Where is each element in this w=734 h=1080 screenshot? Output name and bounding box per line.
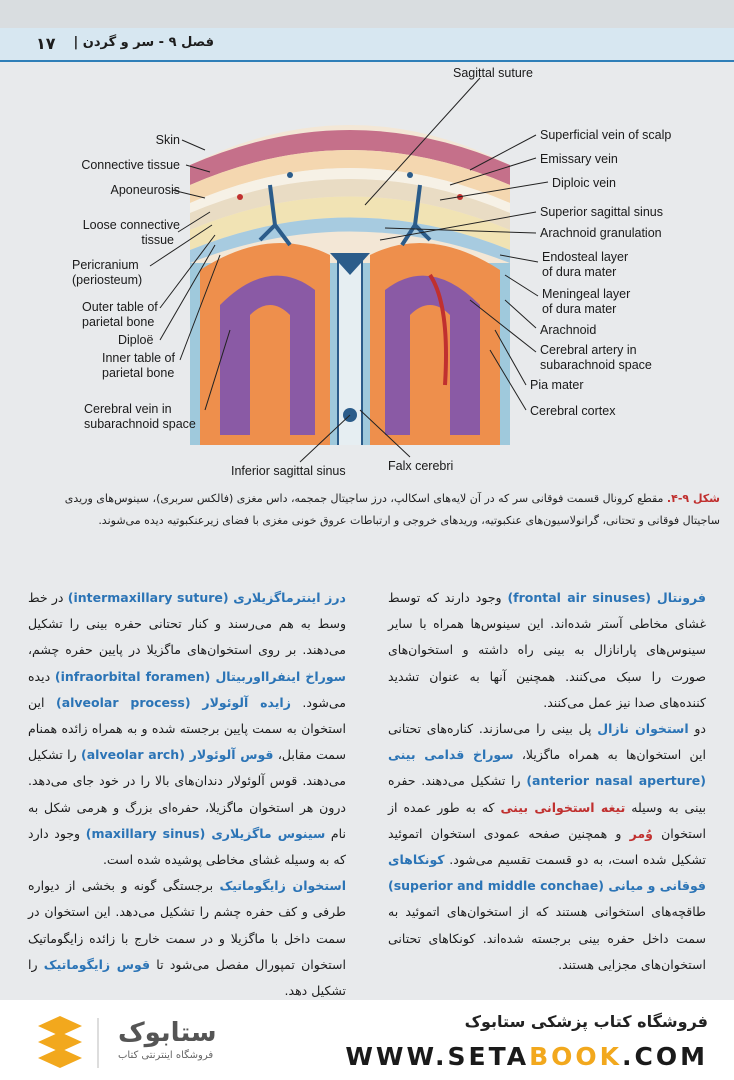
label-superior-sagittal-sinus: Superior sagittal sinus bbox=[540, 205, 663, 219]
label-falx-cerebri: Falx cerebri bbox=[388, 459, 454, 473]
logo-subtitle: فروشگاه اینترنتی کتاب bbox=[118, 1050, 214, 1061]
url-part-a: WWW.SETA bbox=[345, 1042, 530, 1071]
paragraph-2-j: و همچنین صفحه عمودی استخوان اتموئید تشکیل شده است، به دو قسمت تقسیم می‌شود. bbox=[388, 825, 706, 868]
url-part-b: BOOK bbox=[529, 1042, 623, 1071]
label-aponeurosis: Aponeurosis bbox=[110, 183, 180, 197]
label-periosteum: (periosteum) bbox=[72, 273, 143, 287]
term-nasal-bone: استخوان نازال bbox=[597, 721, 689, 737]
label-endosteal: Endosteal layer bbox=[542, 250, 629, 264]
para-b4: را تشکیل دهد. bbox=[28, 956, 346, 999]
label-loose-connective-2: tissue bbox=[141, 233, 174, 247]
label-emissary-vein: Emissary vein bbox=[540, 152, 618, 166]
term-anterior-nasal-aperture: سوراخ قدامی بینی bbox=[388, 747, 514, 763]
term-nasal-septum: تیغه استخوانی بینی bbox=[500, 799, 626, 815]
term-vomer: وُمر bbox=[629, 825, 653, 841]
term-alveolar-arch-en: (alveolar arch) bbox=[81, 747, 190, 763]
label-meningeal-2: of dura mater bbox=[542, 302, 617, 316]
text-column-left bbox=[28, 585, 346, 1000]
term-alveolar-process-en: (alveolar process) bbox=[55, 694, 203, 710]
label-diploe: Diploë bbox=[118, 333, 154, 347]
text-column-right bbox=[388, 585, 706, 978]
caption-text: مقطع کرونال قسمت فوقانی سر که در آن لایه‌های اسکالپ، درز ساجیتال جمجمه، داس مغزی (فالکس سربری)، سینوس‌های وریدی ساجیتال فوقانی و تحتانی، گرانولاسیون‌های عنکبوتیه، وریدهای خروجی و ارتباطات عروق خونی مغزی با فضای زیرعنکبوتیه دیده می‌شوند. bbox=[64, 492, 720, 527]
label-meningeal: Meningeal layer bbox=[542, 287, 631, 301]
paragraph-1: وجود دارند که توسط غشای مخاطی آستر شده‌اند. این سینوس‌ها همراه با سایر سینوس‌های پارانازال به بینی راه داشته و استخوان‌های صورت را سبک می‌کنند. همچنین آنها به عنوان تشدید کننده‌های صدا نیز عمل می‌کنند. bbox=[388, 590, 706, 710]
caption-tag: شکل ۹-۴. bbox=[666, 492, 720, 505]
leader-lines bbox=[0, 0, 734, 500]
term-intermaxillary: درز اینترماگزیلاری bbox=[233, 590, 346, 605]
label-arachnoid-granulation: Arachnoid granulation bbox=[540, 226, 662, 240]
label-inner-table-2: parietal bone bbox=[102, 366, 175, 380]
label-endosteal-2: of dura mater bbox=[542, 265, 617, 279]
paragraph-2-m: طاقچه‌های استخوانی هستند که از استخوان‌های اتموئید به سمت داخل حفره بینی برجسته شده‌اند. کونکاهای تحتانی استخوان‌های مجزایی هستند. bbox=[388, 904, 706, 972]
label-superficial-vein: Superficial vein of scalp bbox=[540, 128, 672, 142]
para-a12: را تشکیل می‌دهند. قوس آلوئولار دندان‌های بالا را در خود جای می‌دهد. درون هر استخوان ماگزیلا، حفره‌ای بزرگ و هرمی شکل به نام bbox=[28, 747, 346, 841]
store-logo[interactable] bbox=[30, 1012, 300, 1072]
term-maxillary-sinus: سینوس ماگزیلاری bbox=[211, 825, 326, 841]
term-frontal-en: (frontal air sinuses) bbox=[507, 590, 652, 605]
para-a6: دیده می‌شود. bbox=[28, 668, 346, 710]
para-a9: این استخوان به سمت پایین برجسته شده و به همراه زائده همنام سمت مقابل، bbox=[28, 694, 346, 763]
label-sagittal-suture: Sagittal suture bbox=[453, 66, 533, 80]
term-frontal: فرونتال bbox=[656, 590, 706, 605]
paragraph-2-c: پل بینی را می‌سازند. کناره‌های تحتانی این استخوان‌ها به همراه ماگزیلا، bbox=[388, 721, 707, 763]
term-intermaxillary-en: (intermaxillary suture) bbox=[67, 590, 234, 605]
term-infraorbital: سوراخ اینفرااوربیتال bbox=[215, 668, 346, 684]
label-inner-table: Inner table of bbox=[102, 351, 175, 365]
term-alveolar-process: زایده آلوئولار bbox=[202, 694, 291, 710]
label-arachnoid: Arachnoid bbox=[540, 323, 597, 337]
label-pericranium: Pericranium bbox=[72, 258, 139, 272]
label-skin: Skin bbox=[155, 133, 180, 147]
chapter-title: فصل ۹ - سر و گردن | bbox=[73, 35, 214, 50]
url-part-c: .COM bbox=[622, 1042, 708, 1071]
label-outer-table-2: parietal bone bbox=[82, 315, 155, 329]
paragraph-2-h: که به طور عمده از استخوان bbox=[388, 799, 707, 841]
store-footer bbox=[0, 1000, 734, 1080]
logo-chevron-icon bbox=[30, 1012, 110, 1072]
label-cerebral-vein: Cerebral vein in bbox=[84, 402, 172, 416]
term-zygomatic: استخوان زایگوماتیک bbox=[219, 878, 346, 894]
paragraph-2-a: دو bbox=[688, 721, 706, 737]
store-url[interactable] bbox=[345, 1042, 708, 1071]
store-title: فروشگاه کتاب پزشکی ستابوک bbox=[464, 1012, 708, 1031]
label-outer-table: Outer table of bbox=[82, 300, 158, 314]
label-cerebral-cortex: Cerebral cortex bbox=[530, 404, 616, 418]
label-loose-connective: Loose connective bbox=[82, 218, 180, 232]
label-cerebral-artery: Cerebral artery in bbox=[540, 343, 637, 357]
term-zygomatic-arch: قوس زایگوماتیک bbox=[43, 956, 151, 972]
para-b2: برجستگی گونه و بخشی از دیواره طرفی و کف حفره چشم را تشکیل می‌دهد. این استخوان در سمت داخل با ماگزیلا و در سمت خارج با زائده زایگوماتیک استخوان تمپورال مفصل می‌شود تا bbox=[28, 878, 347, 972]
label-pia-mater: Pia mater bbox=[530, 378, 584, 392]
para-a15: وجود دارد که به وسیله غشای مخاطی پوشیده شده است. bbox=[28, 825, 346, 868]
paragraph-2-f: را تشکیل می‌دهند. حفره بینی به وسیله bbox=[388, 773, 706, 815]
term-anterior-nasal-aperture-en: (anterior nasal aperture) bbox=[526, 773, 707, 789]
term-alveolar-arch: قوس آلوئولار bbox=[189, 747, 274, 763]
term-conchae: کونکاهای فوقانی و میانی bbox=[388, 852, 706, 894]
label-cerebral-vein-2: subarachnoid space bbox=[84, 417, 196, 431]
para-a3: در خط وسط به هم می‌رسند و کنار تحتانی حفره بینی را تشکیل می‌دهند. بر روی استخوان‌های ماگزیلا در پایین حفره چشم، bbox=[28, 590, 346, 658]
term-maxillary-sinus-en: (maxillary sinus) bbox=[85, 825, 212, 841]
label-connective-tissue: Connective tissue bbox=[81, 158, 180, 172]
label-diploic-vein: Diploic vein bbox=[552, 176, 616, 190]
term-conchae-en: (superior and middle conchae) bbox=[388, 878, 609, 894]
logo-name: ستابوک bbox=[118, 1018, 217, 1048]
term-infraorbital-en: (infraorbital foramen) bbox=[54, 668, 216, 684]
figure-caption bbox=[30, 488, 720, 532]
label-cerebral-artery-2: subarachnoid space bbox=[540, 358, 652, 372]
page-number: ۱۷ bbox=[36, 34, 56, 53]
label-inferior-sagittal-sinus: Inferior sagittal sinus bbox=[231, 464, 346, 478]
